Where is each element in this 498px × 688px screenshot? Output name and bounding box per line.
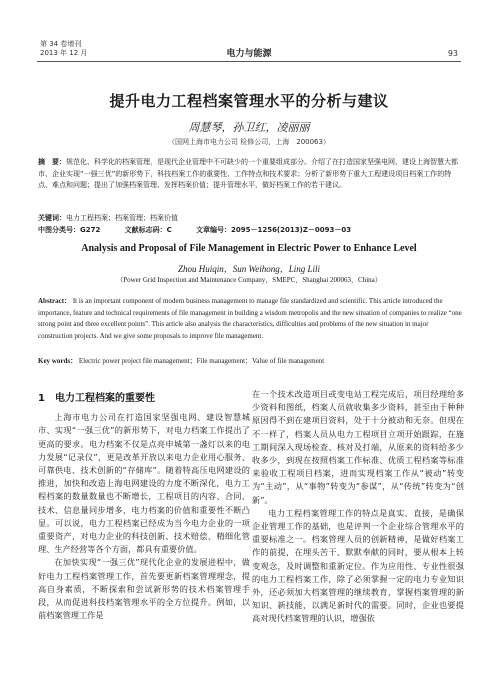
paper-authors: 周慧琴，孙卫红，凌丽丽 [188,121,310,134]
abstract-cn-label: 摘 要： [38,158,66,166]
english-authors: Zhou Huiqin，Sun Weihong，Ling Lili [178,264,320,274]
header-date: 2013 年 12 月 [40,49,88,57]
keywords-en [38,356,462,368]
body-paragraph: 在加快实现“一强三优”现代化企业的发展进程中，做好电力工程档案管理工作，首先要更新档案管理理念，提高自身素质，不断探索和尝试新形势的技术档案管理手段，从而促进科技档案管理水平的全方位提升。例如，以前档案管理工作是 [38,557,250,621]
keywords-en-text: Electric power project file management；File management；Value of file management [78,357,325,365]
section-heading: 1 电力工程档案的重要性 [38,393,155,404]
header-rule [37,61,461,62]
clc-number: 中图分类号：G272 [38,226,101,234]
body-paragraph: 在一个技术改造项目或变电站工程完成后，项目经理给多少资料和图纸，档案人员就收集多少资料，甚至由于种种原因得不到在建项目资料，处于十分被动和无奈。但现在不一样了，档案人员从电力工程项目立项开始跟踪，在施工期间深入现场检查、核对及打端，从原来的资料给多少收多少，到现在按照档案工作标准、优质工程档案等标准来验收工程项目档案，进而实现档案工作从“被动”转变为“主动”，从“事物”转变为“参谋”，从“传统”转变为“创新”。 [252,389,464,505]
body-paragraph: 上海市电力公司在打造国家坚强电网、建设智慧城市、实现“一强三优”的新形势下，对电力档案工作提出了更高的要求。电力档案不仅是点亮申城第一盏灯以来的电力发展“记录仪”，更是改革开放以来电力企业用心服务、可靠供电、技术创新的“存储库”。随着特高压电网建设的推进，加快和改造上海电网建设的力度不断深化，电力工程档案的数量数量也不断增长，工程项目的内容、合同、技术、信息量同步增多，电力档案的价值和重要性不断凸显。可以说，电力工程档案已经成为当今电力企业的一项重要资产，对电力企业的科技创新、技术赔偿、精细化管理、生产经营等各个方面，都具有重要价值。 [38,412,250,555]
english-affiliation: （Power Grid Inspection and Maintenance Company，SMEPC，Shanghai 200063，China） [116,276,382,284]
header-journal-name: 电力与能源 [226,49,272,59]
classification-line [38,225,462,237]
keywords-cn-text: 电力工程档案；档案管理；档案价值 [66,214,178,222]
abstract-en [38,296,462,352]
english-title: Analysis and Proposal of File Management in Electric Power to Enhance Level [81,243,417,254]
article-number: 文章编号：2095－1256(2013)Z－0093－03 [195,226,352,234]
document-code: 文献标志码：C [124,226,172,234]
paper-affiliation: （国网上海市电力公司 检修公司，上海 200063） [168,138,330,146]
keywords-en-label: Key words： [38,357,78,365]
page-header [0,0,498,62]
keywords-cn-label: 关键词： [38,214,66,222]
abstract-cn-text: 规范化、科学化的档案管理，是现代企业管理中不可缺少的一个重要组成部分。介绍了在打造国家坚强电网、建设上海智慧大都市、企业实现“一强三优”的新形势下，科技档案工作的重要性、工作特点和技术要求；分析了新形势下重大工程建设项目档案工作的特点、难点和问题；提出了加强档案管理、发挥档案价值；提升管理水平，做好档案工作的若干建议。 [38,158,458,189]
body-column-left [38,388,250,622]
keywords-cn [38,213,462,225]
abstract-en-label: Abstract： [38,297,72,305]
header-volume: 第 34 卷增刊 [40,40,82,48]
body-column-right [252,388,464,626]
header-page-number: 93 [447,49,458,58]
abstract-cn [38,157,462,215]
abstract-en-text: It is an important component of modern business management to manage file standardized and scientific. This article introduced the importance, feature and technical requirements of file management in building a wisdom metropolis and the new situation of companies to realize “one strong point and three excellent points”. This article also analysis the characteristics, difficulties and problems of the new situation in major construction projects. And we give some proposals to improve file management. [38,297,462,340]
body-paragraph: 电力工程档案管理工作的特点是真实、直接，是确保企业管理工作的基础，也是评判一个企业综合管理水平的重要标准之一。档案管理人员的创新精神，是做好档案工作的前提，在埋头苦干、默默奉献的同时，要从根本上转变观念，及时调整和重新定位。作为应用性、专业性很强的电力工程档案工作，除了必须掌握一定的电力专业知识外，还必须加大档案管理的继续教育，掌握档案管理的新知识、新技能，以满足新时代的需要。同时，企业也要提高对现代档案管理的认识，增强依 [252,507,464,624]
paper-title: 提升电力工程档案管理水平的分析与建议 [109,92,389,110]
